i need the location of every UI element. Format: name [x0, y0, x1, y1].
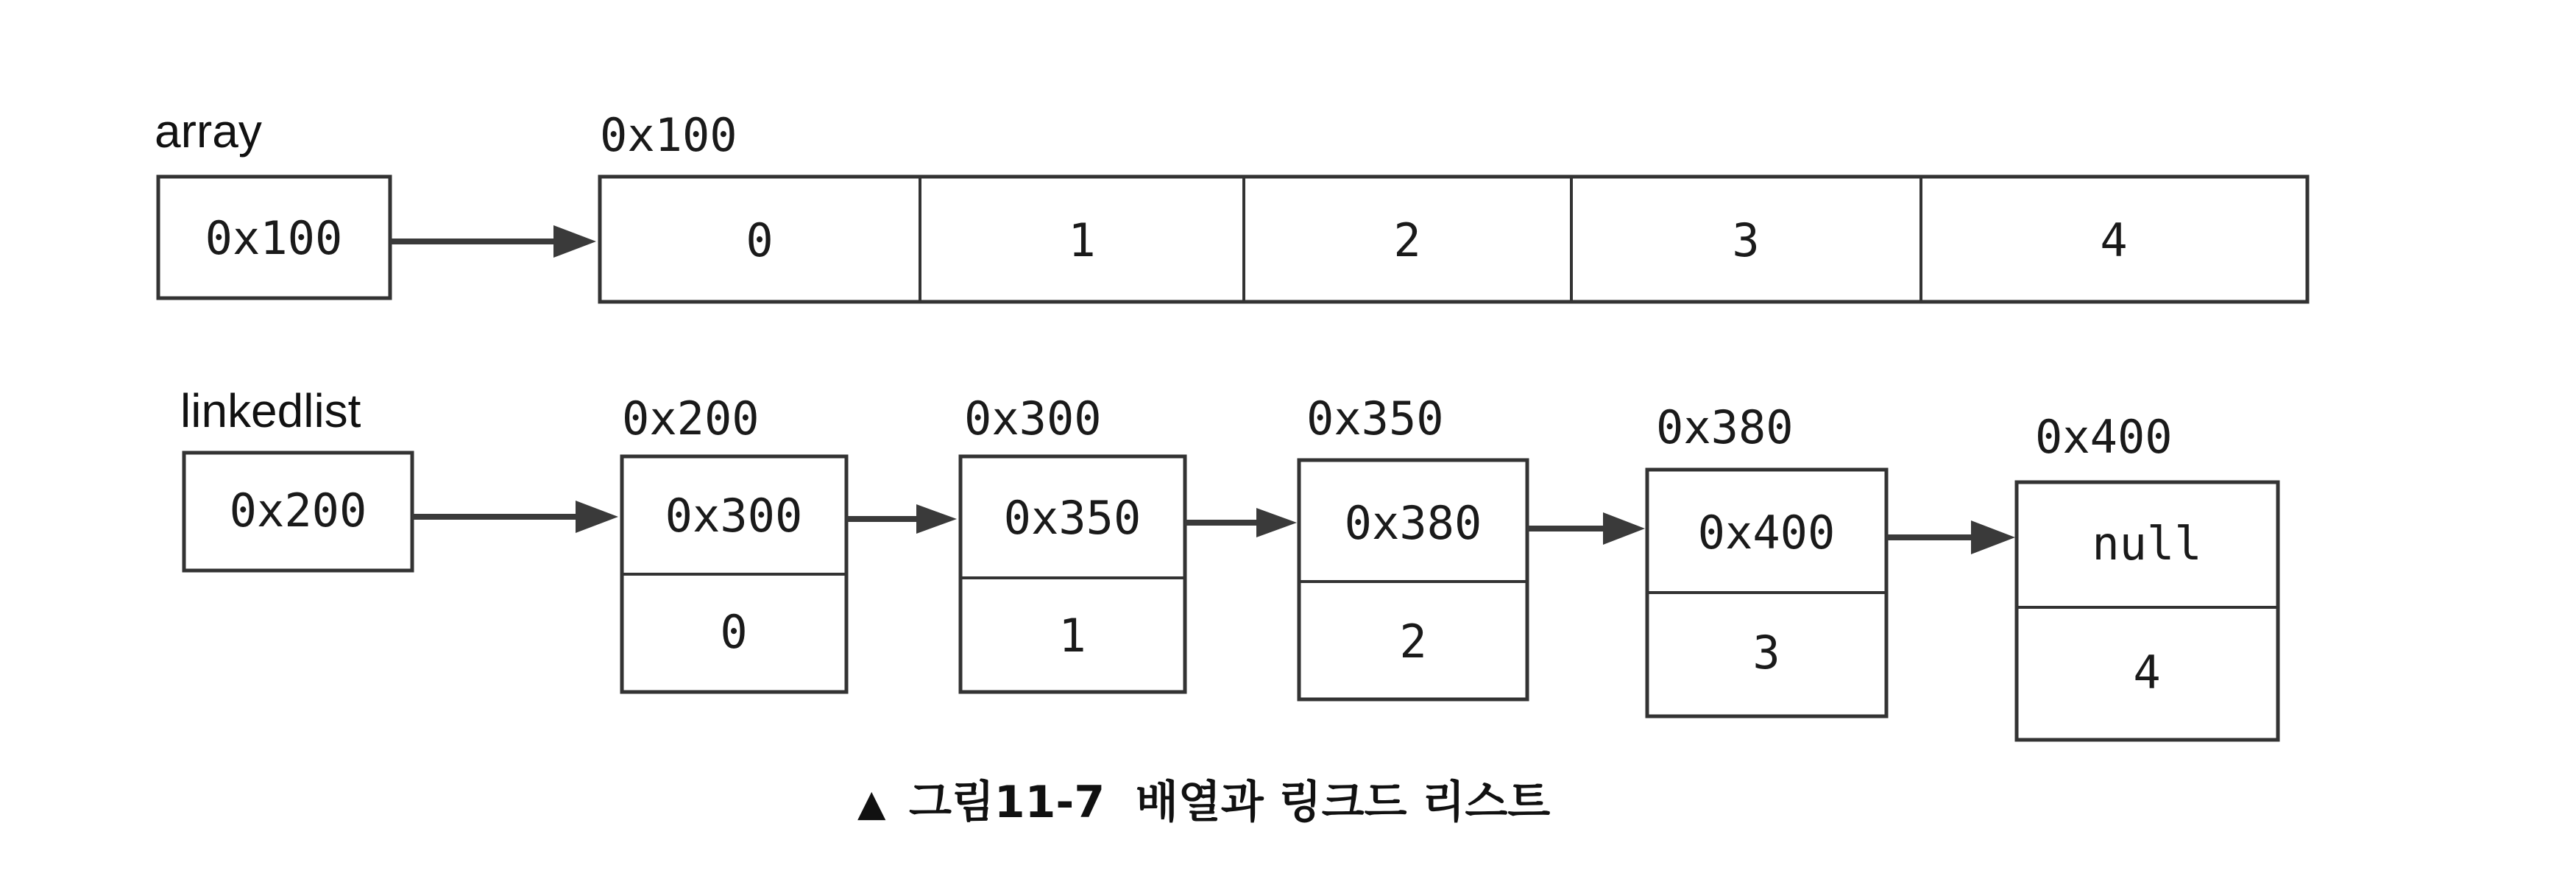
- node-next-pointer: 0x380: [1344, 496, 1482, 550]
- node-value: 1: [1058, 609, 1086, 663]
- linkedlist-head-arrowhead: [576, 501, 618, 533]
- figure-caption: [857, 777, 1550, 828]
- array-cell-value: 0: [746, 213, 774, 267]
- linkedlist-node: [1299, 392, 1527, 699]
- node-address: 0x200: [622, 392, 760, 445]
- node-link-arrowhead: [1256, 508, 1297, 537]
- node-next-pointer: 0x300: [665, 489, 803, 543]
- node-address: 0x350: [1306, 392, 1444, 445]
- caption-text: 그림11-7 배열과 링크드 리스트: [909, 777, 1551, 828]
- node-next-pointer: null: [2092, 517, 2202, 571]
- node-link-arrowhead: [1603, 512, 1645, 545]
- node-value: 2: [1399, 615, 1427, 668]
- array-cell-value: 4: [2100, 213, 2128, 267]
- array-block: [600, 177, 2307, 302]
- array-cell-value: 3: [1732, 213, 1760, 267]
- array-base-address: 0x100: [600, 108, 737, 162]
- linkedlist-section: [180, 384, 2278, 740]
- linkedlist-label: linkedlist: [180, 384, 361, 437]
- node-value: 0: [720, 605, 748, 659]
- node-next-pointer: 0x350: [1003, 491, 1142, 545]
- node-address: 0x380: [1656, 400, 1794, 454]
- array-cell-value: 1: [1068, 213, 1096, 267]
- linkedlist-node: [2017, 410, 2278, 740]
- node-address: 0x400: [2035, 410, 2173, 464]
- node-address: 0x300: [964, 392, 1102, 445]
- caption-triangle-icon: ▲: [857, 782, 886, 824]
- array-section: [155, 105, 2307, 302]
- array-cell-value: 2: [1393, 213, 1421, 267]
- array-pointer-value: 0x100: [205, 211, 343, 265]
- node-value: 3: [1752, 626, 1780, 679]
- array-label: array: [155, 105, 262, 158]
- node-value: 4: [2133, 646, 2161, 699]
- linkedlist-node: [960, 392, 1185, 692]
- linkedlist-node: [1647, 400, 1886, 716]
- node-link-arrowhead: [1971, 520, 2015, 554]
- linkedlist-node: [622, 392, 846, 692]
- node-next-pointer: 0x400: [1697, 506, 1836, 559]
- array-pointer-arrowhead: [553, 225, 596, 258]
- linkedlist-head-pointer-value: 0x200: [229, 484, 367, 537]
- node-link-arrowhead: [916, 504, 957, 534]
